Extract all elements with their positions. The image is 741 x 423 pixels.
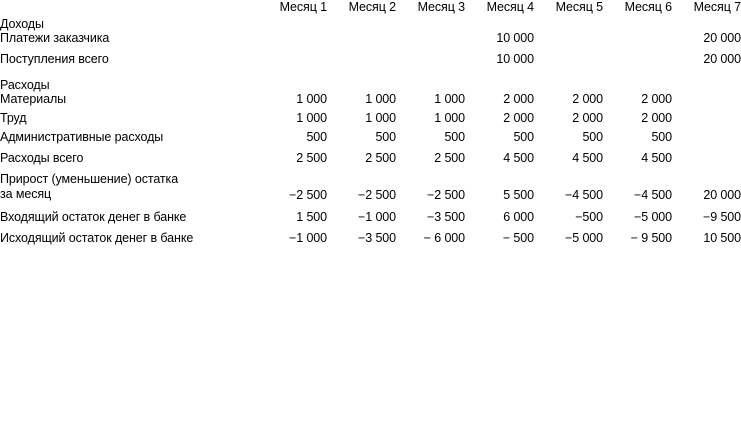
cell-net-change-m3: −2 500 — [427, 187, 465, 202]
table-row — [0, 151, 741, 165]
row-label-total-expenses: Расходы всего — [0, 151, 84, 165]
cell-materials-m6: 2 000 — [641, 92, 672, 106]
rule-line-below-total-expenses — [258, 165, 741, 172]
cell-labor-m5: 2 000 — [572, 111, 603, 125]
cell-labor-m4: 2 000 — [503, 111, 534, 125]
column-header-month-3: Месяц 3 — [417, 0, 465, 14]
cell-materials-m1: 1 000 — [296, 92, 327, 106]
rule-gap-left — [0, 144, 258, 151]
rule-line-below-total-income — [258, 66, 741, 73]
cell-total-income-m3 — [396, 52, 465, 66]
cell-labor-m3: 1 000 — [434, 111, 465, 125]
cell-opening-balance-m5: −500 — [575, 209, 603, 224]
cell-total-income-m5 — [534, 52, 603, 66]
cell-closing-balance-m4: − 500 — [502, 230, 534, 245]
section-heading-income-filler — [258, 17, 741, 31]
table-row — [0, 172, 741, 202]
header-corner-cell — [0, 0, 258, 14]
cell-admin-m2: 500 — [375, 130, 396, 144]
rule-above-total-expenses — [0, 144, 741, 151]
cell-customer-payments-m2 — [327, 31, 396, 45]
column-header-month-7: Месяц 7 — [693, 0, 741, 14]
table-row — [0, 31, 741, 45]
cell-closing-balance-m1: −1 000 — [289, 230, 327, 245]
cell-materials-m7 — [672, 92, 741, 106]
cell-opening-balance-m6: −5 000 — [634, 209, 672, 224]
cell-total-income-m4: 10 000 — [496, 52, 534, 66]
column-header-month-6: Месяц 6 — [624, 0, 672, 14]
row-label-net-change — [0, 172, 258, 202]
rule-gap-left — [0, 224, 258, 231]
cell-total-expenses-m5: 4 500 — [572, 151, 603, 165]
cell-opening-balance-m3: −3 500 — [427, 209, 465, 224]
cell-materials-m2: 1 000 — [365, 92, 396, 106]
cell-admin-m1: 500 — [306, 130, 327, 144]
rule-gap-left — [0, 165, 258, 172]
row-label-closing-balance: Исходящий остаток денег в банке — [0, 230, 194, 245]
cell-total-expenses-m4: 4 500 — [503, 151, 534, 165]
cell-net-change-m7: 20 000 — [703, 187, 741, 202]
cell-total-expenses-m3: 2 500 — [434, 151, 465, 165]
rule-line-above-total-expenses — [258, 144, 741, 151]
row-spacer — [0, 202, 741, 210]
cell-customer-payments-m7: 20 000 — [703, 31, 741, 45]
cell-admin-m3: 500 — [444, 130, 465, 144]
cell-closing-balance-m2: −3 500 — [358, 230, 396, 245]
column-header-month-2: Месяц 2 — [348, 0, 396, 14]
rule-above-total-income — [0, 45, 741, 52]
cell-total-expenses-m6: 4 500 — [641, 151, 672, 165]
row-label-net-change-line1: Прирост (уменьшение) остатка — [0, 172, 179, 186]
row-label-net-change-line2: за месяц — [0, 186, 52, 201]
cell-closing-balance-m3: − 6 000 — [423, 230, 465, 245]
table-row — [0, 231, 741, 245]
cell-opening-balance-m2: −1 000 — [358, 209, 396, 224]
cell-opening-balance-m1: 1 500 — [296, 209, 327, 224]
cell-total-expenses-m1: 2 500 — [296, 151, 327, 165]
cell-labor-m6: 2 000 — [641, 111, 672, 125]
cell-customer-payments-m6 — [603, 31, 672, 45]
rule-line-above-closing-balance — [258, 224, 741, 231]
cell-customer-payments-m1 — [258, 31, 327, 45]
table-row — [0, 130, 741, 144]
row-label-total-income: Поступления всего — [0, 52, 109, 66]
cell-closing-balance-m7: 10 500 — [703, 230, 741, 245]
cell-admin-m5: 500 — [582, 130, 603, 144]
cell-closing-balance-m6: − 9 500 — [630, 230, 672, 245]
row-spacer-cell — [0, 202, 741, 210]
cell-total-income-m7: 20 000 — [703, 52, 741, 66]
cell-net-change-m4: 5 500 — [503, 187, 534, 202]
table-row — [0, 52, 741, 66]
table-bottom-rule-line — [0, 245, 741, 249]
section-heading-expenses: Расходы — [0, 78, 50, 92]
cell-net-change-m1: −2 500 — [289, 187, 327, 202]
rule-gap-left — [0, 45, 258, 52]
rule-below-total-income — [0, 66, 741, 73]
section-heading-income: Доходы — [0, 17, 44, 31]
cell-opening-balance-m7: −9 500 — [703, 209, 741, 224]
row-label-labor: Труд — [0, 111, 27, 125]
cell-total-income-m6 — [603, 52, 672, 66]
table-row — [0, 92, 741, 106]
cell-net-change-m2: −2 500 — [358, 187, 396, 202]
cell-labor-m2: 1 000 — [365, 111, 396, 125]
section-heading-expenses-filler — [258, 78, 741, 92]
cell-admin-m4: 500 — [513, 130, 534, 144]
column-header-month-5: Месяц 5 — [555, 0, 603, 14]
cell-net-change-m5: −4 500 — [565, 187, 603, 202]
rule-line-above-total-income — [258, 45, 741, 52]
row-label-materials: Материалы — [0, 92, 67, 106]
cell-admin-m6: 500 — [651, 130, 672, 144]
table-header-row — [0, 0, 741, 14]
row-label-admin-expenses: Административные расходы — [0, 130, 164, 144]
section-heading-row-expenses — [0, 78, 741, 92]
section-heading-row-income — [0, 17, 741, 31]
cell-total-expenses-m7 — [672, 151, 741, 165]
cell-materials-m3: 1 000 — [434, 92, 465, 106]
rule-below-total-expenses — [0, 165, 741, 172]
row-label-customer-payments: Платежи заказчика — [0, 31, 110, 45]
cell-materials-m4: 2 000 — [503, 92, 534, 106]
cell-closing-balance-m5: −5 000 — [565, 230, 603, 245]
column-header-month-4: Месяц 4 — [486, 0, 534, 14]
cell-customer-payments-m5 — [534, 31, 603, 45]
table-bottom-rule — [0, 245, 741, 249]
cell-admin-m7 — [672, 130, 741, 144]
cell-materials-m5: 2 000 — [572, 92, 603, 106]
column-header-month-1: Месяц 1 — [279, 0, 327, 14]
table-row — [0, 210, 741, 224]
cell-customer-payments-m4: 10 000 — [496, 31, 534, 45]
cell-total-expenses-m2: 2 500 — [365, 151, 396, 165]
rule-gap-left — [0, 66, 258, 73]
cell-labor-m7 — [672, 111, 741, 125]
row-label-opening-balance: Входящий остаток денег в банке — [0, 209, 187, 224]
cell-net-change-m6: −4 500 — [634, 187, 672, 202]
cell-labor-m1: 1 000 — [296, 111, 327, 125]
table-row — [0, 111, 741, 125]
cell-total-income-m1 — [258, 52, 327, 66]
cell-customer-payments-m3 — [396, 31, 465, 45]
rule-above-closing-balance — [0, 224, 741, 231]
cell-total-income-m2 — [327, 52, 396, 66]
cell-opening-balance-m4: 6 000 — [503, 209, 534, 224]
